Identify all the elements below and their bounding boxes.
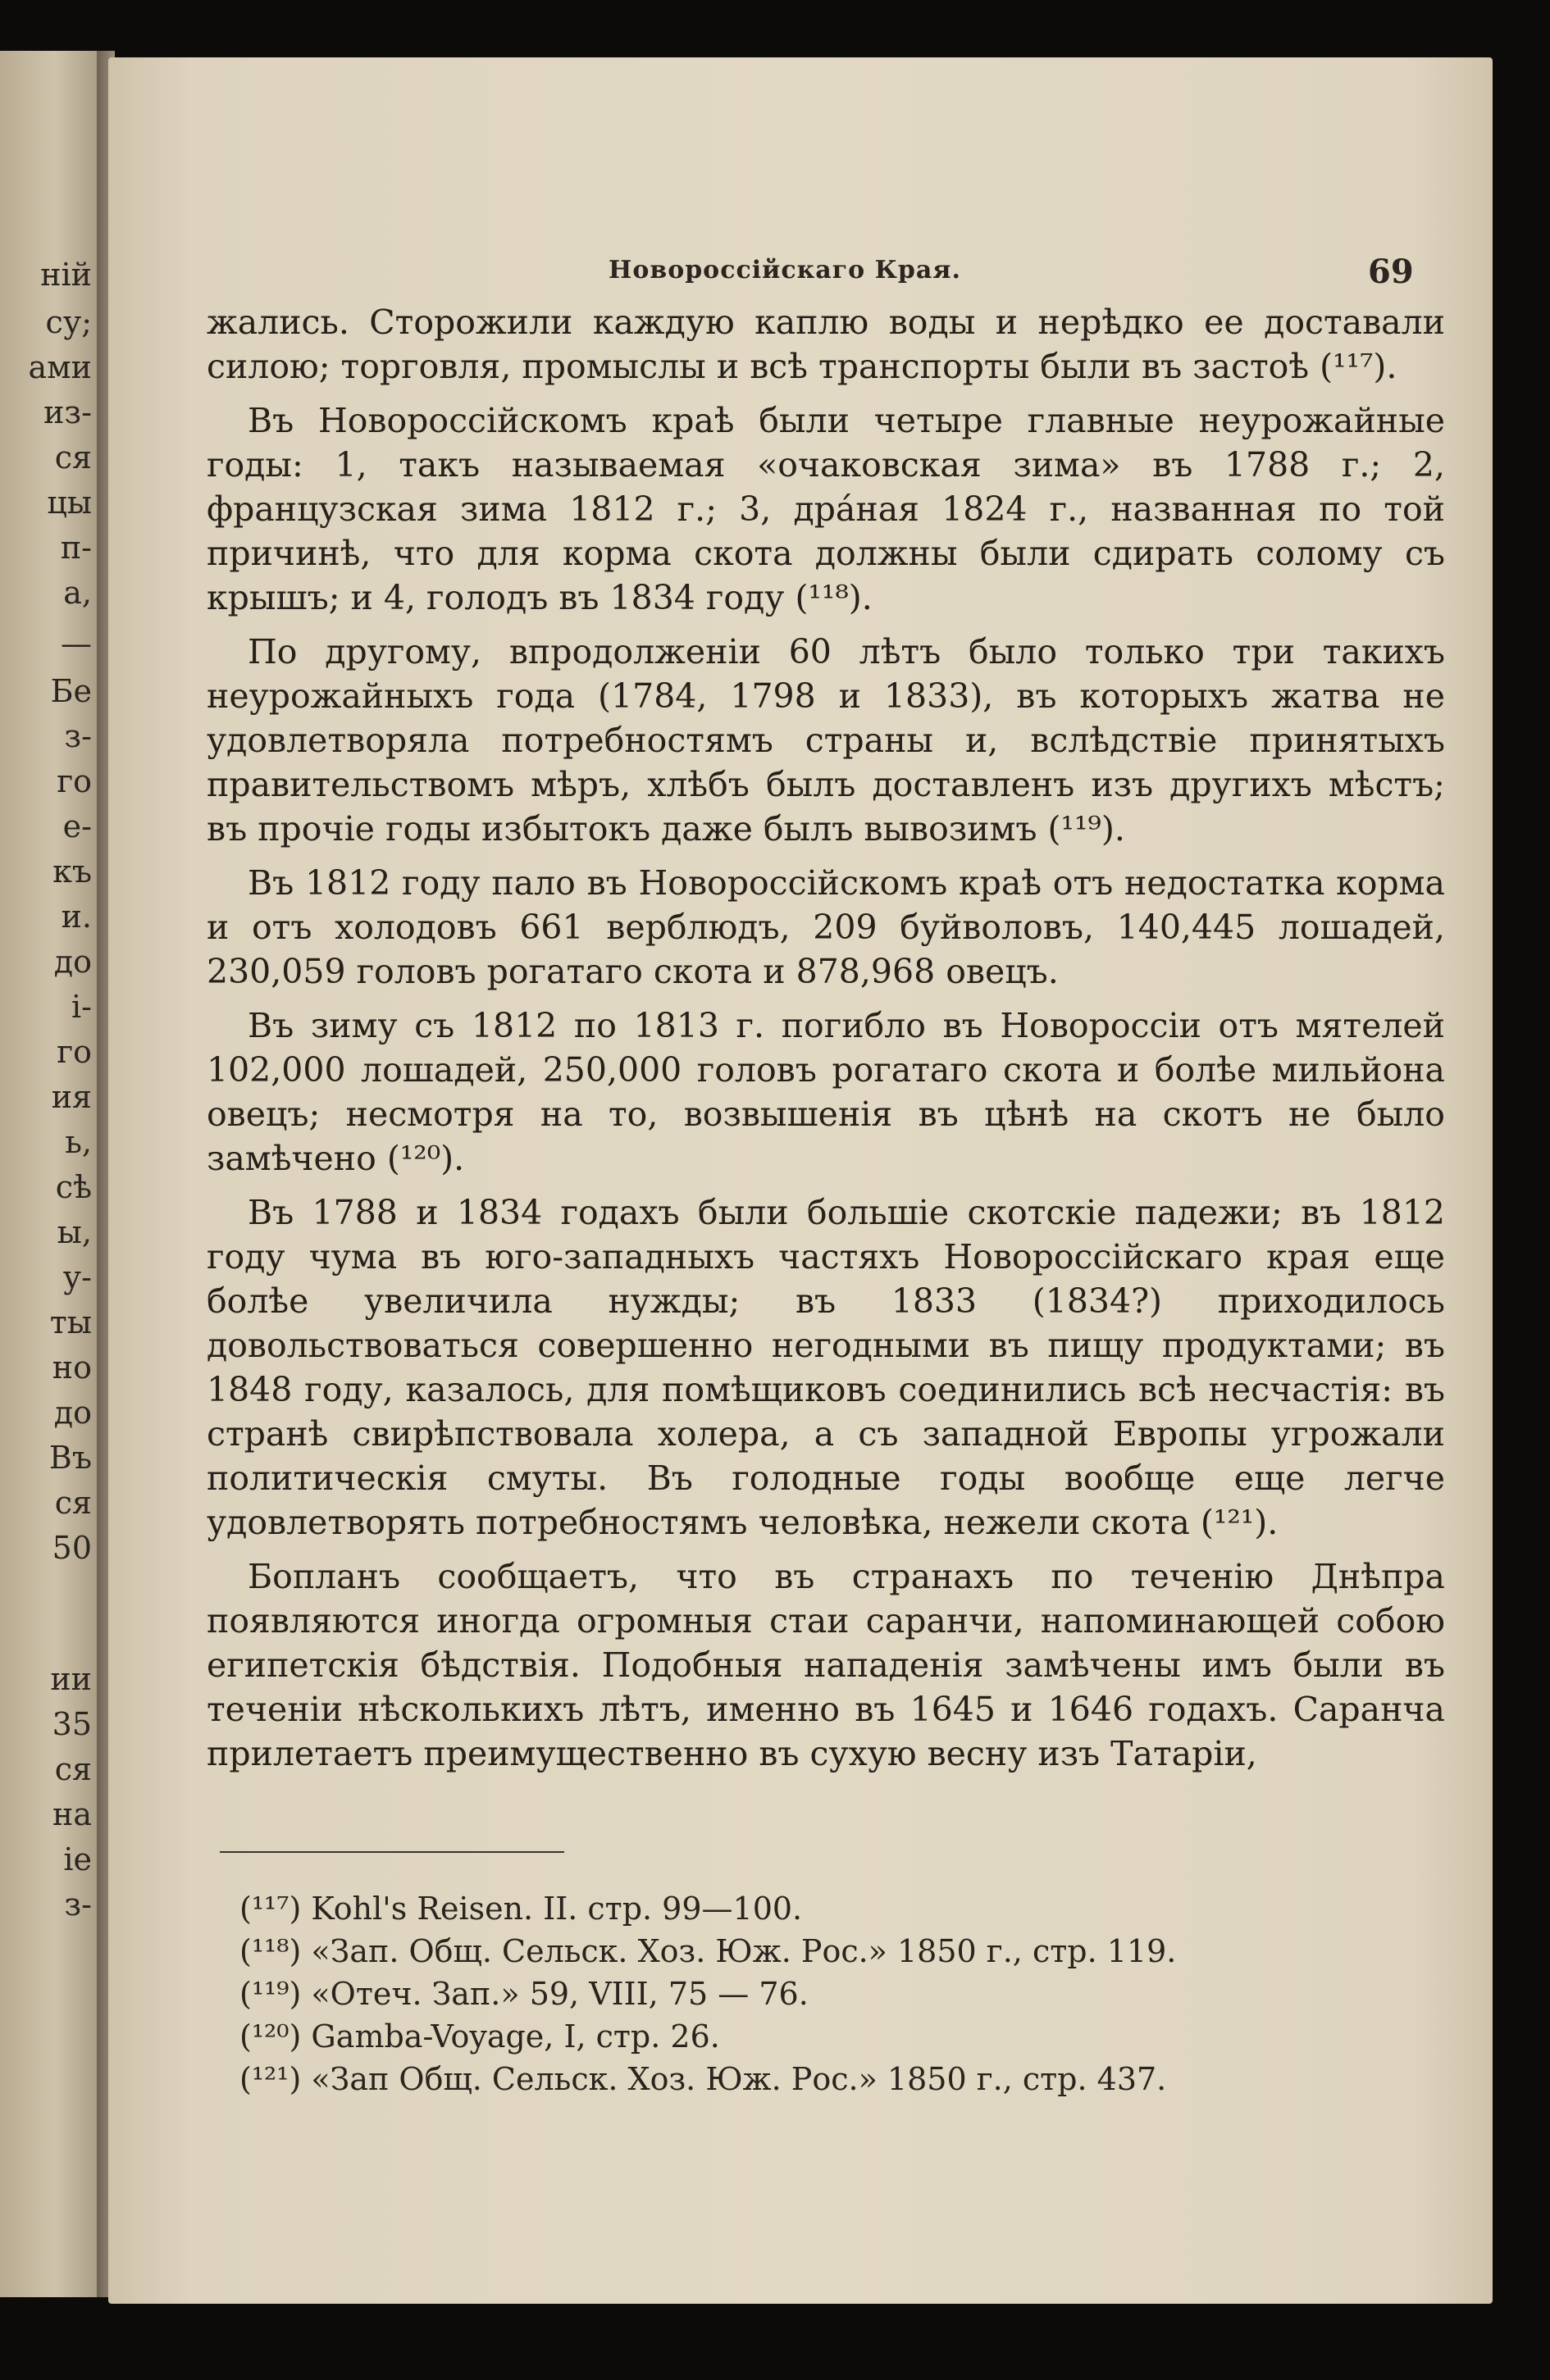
footnote-divider bbox=[220, 1851, 564, 1853]
left-page-fragment: Въ bbox=[48, 1440, 92, 1476]
left-page-fragment: ы, bbox=[57, 1214, 92, 1250]
left-page-fragment: — bbox=[61, 626, 92, 662]
page-number: 69 bbox=[1368, 253, 1414, 291]
left-page-fragment: з- bbox=[64, 718, 92, 754]
footnote: (¹¹⁸) «Зап. Общ. Сельск. Хоз. Юж. Рос.» 1850 г., стр. 119. bbox=[239, 1933, 1177, 1969]
left-page-fragment: а, bbox=[63, 575, 92, 611]
left-page-fragment: на bbox=[52, 1796, 92, 1832]
left-page-fragment: ии bbox=[50, 1661, 92, 1697]
paragraph: Въ Новороссійскомъ краѣ были четыре главные неурожайные годы: 1, такъ называемая «очаковская зима» въ 1788 г.; 2, французская зима 1812 г.; 3, дра́ная 1824 г., названная по той причинѣ, что для корма скота должны были сдирать солому съ крышъ; и 4, голодъ въ 1834 году (¹¹⁸). bbox=[207, 401, 1445, 617]
left-page-fragment: го bbox=[57, 763, 92, 799]
left-page-fragment: до bbox=[53, 1395, 92, 1431]
paragraph: Въ 1812 году пало въ Новороссійскомъ краѣ отъ недостатка корма и отъ холодовъ 661 верблюдъ, 209 буйволовъ, 140,445 лошадей, 230,059 головъ рогатаго скота и 878,968 овецъ. bbox=[207, 863, 1445, 991]
left-page-fragment: ся bbox=[54, 439, 92, 476]
body-text bbox=[207, 300, 1445, 1786]
footnotes bbox=[239, 1887, 1388, 2100]
paragraph: Въ зиму съ 1812 по 1813 г. погибло въ Новороссіи отъ мятелей 102,000 лошадей, 250,000 головъ рогатаго скота и болѣе мильйона овецъ; несмотря на то, возвышенія въ цѣнѣ на скотъ не было замѣчено (¹²⁰). bbox=[207, 1006, 1445, 1178]
left-page-fragment: з- bbox=[64, 1886, 92, 1923]
footnote: (¹²⁰) Gamba-Voyage, I, стр. 26. bbox=[239, 2018, 720, 2055]
left-page-fragment: е- bbox=[62, 808, 92, 844]
left-page-fragment: до bbox=[53, 944, 92, 980]
left-page-fragment: п- bbox=[60, 530, 92, 566]
paragraph: По другому, впродолженіи 60 лѣтъ было только три такихъ неурожайныхъ года (1784, 1798 и 1833), въ которыхъ жатва не удовлетворяла потребностямъ страны и, вслѣдствіе принятыхъ правительствомъ мѣръ, хлѣбъ былъ доставленъ изъ другихъ мѣстъ; въ прочіе годы избытокъ даже былъ вывозимъ (¹¹⁹). bbox=[207, 632, 1445, 849]
left-page-fragment: ь, bbox=[65, 1124, 92, 1160]
left-page-fragment: го bbox=[57, 1034, 92, 1070]
left-page-fragment: но bbox=[52, 1349, 92, 1386]
paragraph: Въ 1788 и 1834 годахъ были большіе скотскіе падежи; въ 1812 году чума въ юго-западныхъ частяхъ Новороссійскаго края еще болѣе увеличила нужды; въ 1833 (1834?) приходилось довольствоваться совершенно негодными въ пищу продуктами; въ 1848 году, казалось, для помѣщиковъ соединились всѣ несчастія: въ странѣ свирѣпствовала холера, а съ западной Европы угрожали политическія смуты. Въ голодные годы вообще еще легче удовлетворять потребностямъ человѣка, нежели скота (¹²¹). bbox=[207, 1193, 1445, 1542]
book-page bbox=[108, 57, 1493, 2304]
left-page-fragment: сѣ bbox=[55, 1169, 92, 1205]
left-page-fragment: цы bbox=[47, 485, 92, 521]
left-page-fragment: ами bbox=[28, 349, 92, 385]
paragraph: жались. Сторожили каждую каплю воды и нерѣдко ее доставали силою; торговля, промыслы и всѣ транспорты были въ застоѣ (¹¹⁷). bbox=[207, 303, 1445, 386]
paragraph: Бопланъ сообщаетъ, что въ странахъ по теченію Днѣпра появляются иногда огромныя стаи саранчи, напоминающей собою египетскія бѣдствія. Подобныя нападенія замѣчены имъ были въ теченіи нѣсколькихъ лѣтъ, именно въ 1645 и 1646 годахъ. Саранча прилетаетъ преимущественно въ сухую весну изъ Татаріи, bbox=[207, 1557, 1445, 1773]
footnote: (¹¹⁹) «Отеч. Зап.» 59, VIII, 75 — 76. bbox=[239, 1976, 809, 2012]
left-page-fragment: 35 bbox=[52, 1706, 92, 1742]
footnote: (¹²¹) «Зап Общ. Сельск. Хоз. Юж. Рос.» 1850 г., стр. 437. bbox=[239, 2061, 1167, 2097]
left-page-fragment: су; bbox=[45, 304, 92, 340]
left-page-fragment: ты bbox=[49, 1304, 92, 1340]
left-page-fragment: 50 bbox=[52, 1530, 92, 1566]
left-page-edge bbox=[0, 51, 100, 2297]
left-page-fragment: къ bbox=[52, 853, 92, 890]
running-header: Новороссійскаго Края. bbox=[609, 256, 961, 284]
left-page-fragment: из- bbox=[43, 394, 92, 430]
left-page-fragment: Бе bbox=[50, 673, 92, 709]
left-page-fragment: іе bbox=[63, 1841, 92, 1877]
left-page-fragment: і- bbox=[71, 989, 92, 1025]
left-page-fragment: ся bbox=[54, 1485, 92, 1521]
left-page-fragment: ній bbox=[40, 257, 92, 293]
left-page-fragment: ия bbox=[51, 1079, 92, 1115]
left-page-fragment: у- bbox=[62, 1259, 92, 1295]
left-page-fragment: и. bbox=[61, 899, 92, 935]
left-page-fragment: ся bbox=[54, 1751, 92, 1787]
footnote: (¹¹⁷) Kohl's Reisen. II. стр. 99—100. bbox=[239, 1891, 803, 1927]
